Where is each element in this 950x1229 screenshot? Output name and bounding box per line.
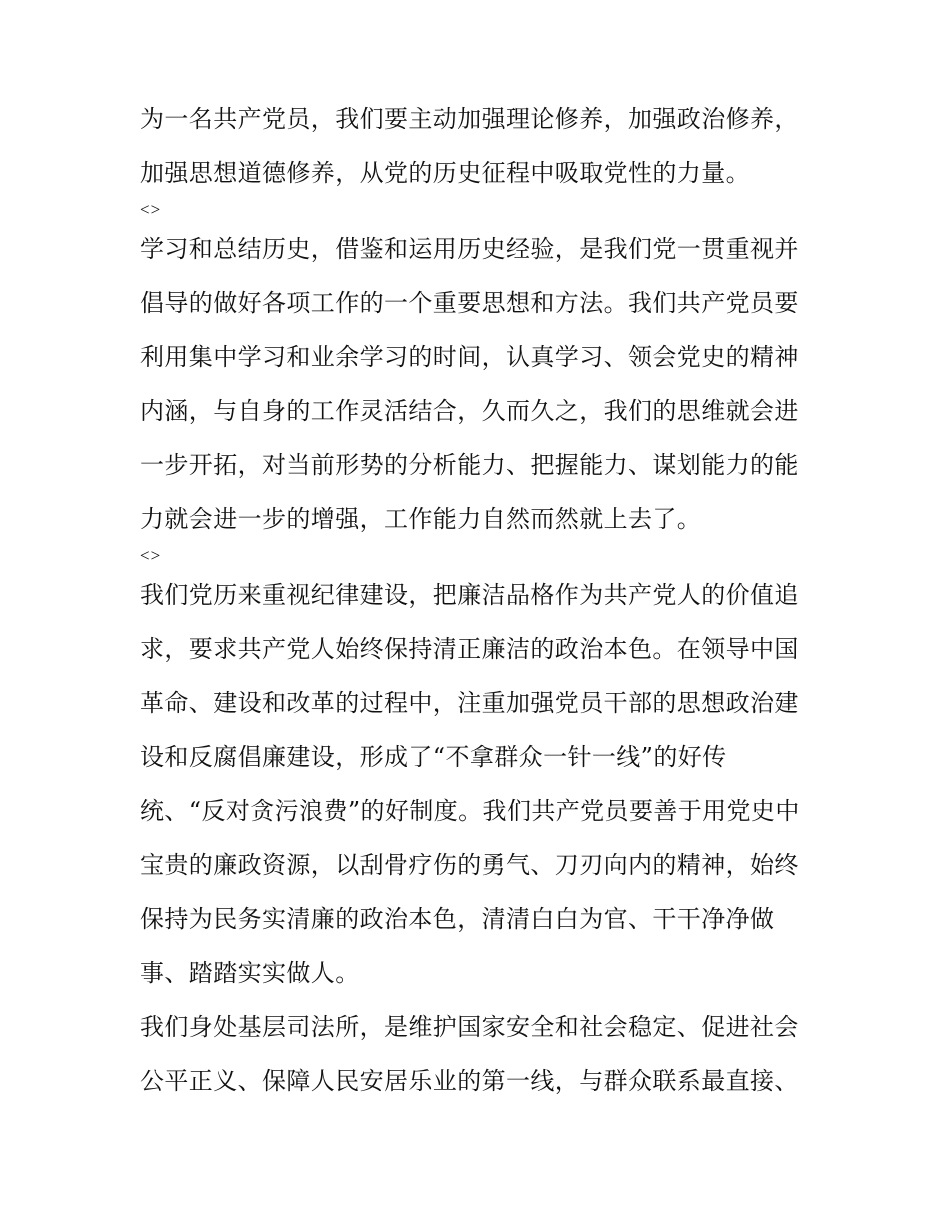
text-line: 学习和总结历史，借鉴和运用历史经验，是我们党一贯重视并 [140, 235, 799, 263]
text-line: 为一名共产党员，我们要主动加强理论修养，加强政治修养， [140, 105, 799, 133]
text-line: 我们党历来重视纪律建设，把廉洁品格作为共产党人的价值追 [140, 581, 799, 609]
document-body [140, 104, 820, 1120]
text-line: 倡导的做好各项工作的一个重要思想和方法。我们共产党员要 [140, 289, 799, 317]
section-separator: <> [140, 200, 162, 219]
text-line: 统、“反对贪污浪费”的好制度。我们共产党员要善于用党史中 [140, 797, 800, 825]
text-line: 内涵，与自身的工作灵活结合，久而久之，我们的思维就会进 [140, 397, 799, 425]
text-line: 设和反腐倡廉建设，形成了“不拿群众一针一线”的好传 [140, 743, 727, 771]
text-line: 利用集中学习和业余学习的时间，认真学习、领会党史的精神 [140, 343, 799, 371]
text-line: 我们身处基层司法所，是维护国家安全和社会稳定、促进社会 [140, 1013, 799, 1041]
text-line: 事、踏踏实实做人。 [140, 959, 360, 987]
text-line: 宝贵的廉政资源，以刮骨疗伤的勇气、刀刃向内的精神，始终 [140, 851, 799, 879]
text-line: 加强思想道德修养，从党的历史征程中吸取党性的力量。 [140, 159, 750, 187]
text-line: 力就会进一步的增强，工作能力自然而然就上去了。 [140, 505, 702, 533]
text-line: 保持为民务实清廉的政治本色，清清白白为官、干干净净做 [140, 905, 775, 933]
text-line: 革命、建设和改革的过程中，注重加强党员干部的思想政治建 [140, 689, 799, 717]
text-line: 一步开拓，对当前形势的分析能力、把握能力、谋划能力的能 [140, 451, 799, 479]
section-separator: <> [140, 546, 162, 565]
text-line: 公平正义、保障人民安居乐业的第一线，与群众联系最直接、 [140, 1067, 799, 1095]
text-line: 求，要求共产党人始终保持清正廉洁的政治本色。在领导中国 [140, 635, 799, 663]
